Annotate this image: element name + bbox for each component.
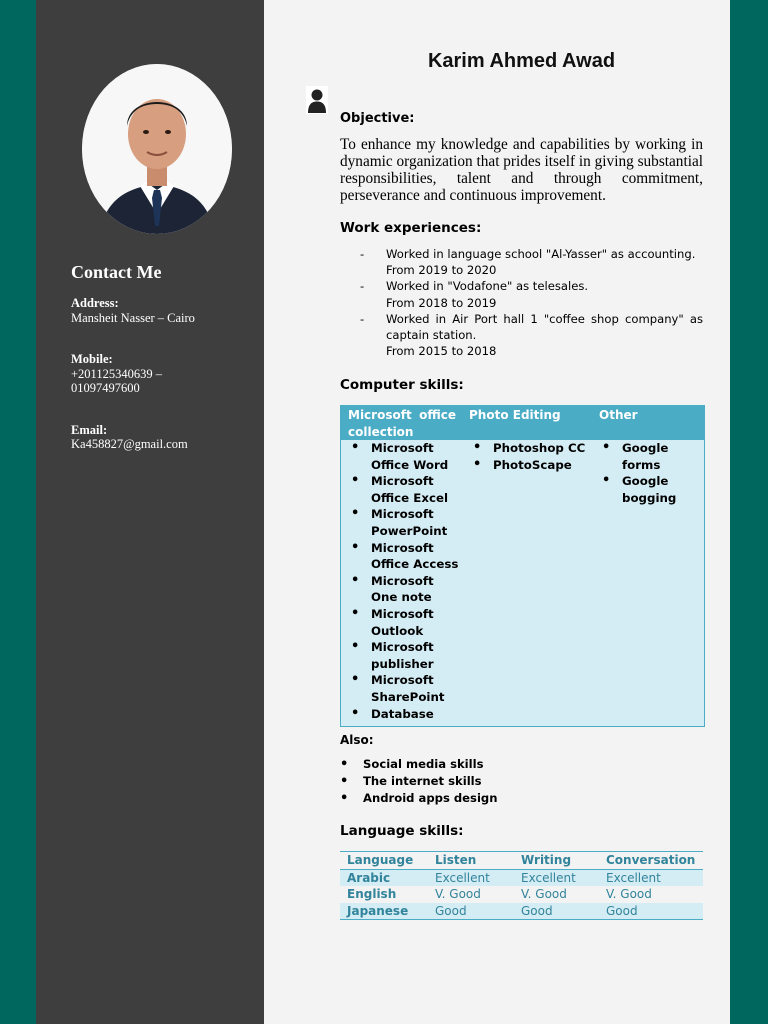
- table-row: [340, 903, 703, 920]
- language-cell: Language: [347, 853, 414, 867]
- skill-item: • Google forms: [598, 440, 688, 473]
- skill-item: • Microsoft publisher: [347, 639, 459, 672]
- language-cell: V. Good: [521, 887, 567, 902]
- mobile-value-1: +201125340639 –: [71, 367, 162, 381]
- also-heading: Also:: [340, 733, 374, 747]
- computer-skills-table: [340, 405, 705, 727]
- address-value: Mansheit Nasser – Cairo: [71, 311, 195, 325]
- also-item: • Android apps design: [340, 790, 497, 807]
- mobile-label: Mobile:: [71, 352, 113, 366]
- also-list: [340, 756, 497, 807]
- also-item: • Social media skills: [340, 756, 497, 773]
- sidebar: [36, 0, 264, 1024]
- language-cell: Good: [521, 903, 553, 918]
- computer-skills-heading: Computer skills:: [340, 377, 464, 393]
- work-item: - Worked in "Vodafone" as telesales. From 2018 to 2019: [360, 279, 589, 310]
- mobile-value-2: 01097497600: [71, 381, 140, 395]
- skill-item: • Microsoft SharePoint: [347, 672, 459, 705]
- person-name: Karim Ahmed Awad: [427, 50, 616, 72]
- language-cell: Conversation: [606, 853, 696, 867]
- language-table: [340, 851, 703, 920]
- language-cell: Writing: [521, 853, 572, 867]
- language-cell: English: [347, 887, 397, 902]
- language-cell: Japanese: [347, 903, 409, 918]
- work-item: - Worked in Air Port hall 1 "coffee shop company" as captain station. From 2015 to 2018: [360, 311, 703, 359]
- language-heading: Language skills:: [340, 823, 464, 839]
- language-cell: V. Good: [606, 887, 652, 902]
- skill-item: • Microsoft Office Access: [347, 540, 459, 573]
- skills-header-photo: Photo Editing: [469, 408, 561, 422]
- portrait-image: [82, 64, 232, 234]
- language-cell: V. Good: [435, 887, 481, 902]
- skill-item: • Photoshop CC: [469, 440, 594, 457]
- contact-title: Contact Me: [71, 262, 162, 282]
- language-cell: Arabic: [347, 871, 391, 885]
- skill-item: • Microsoft One note: [347, 573, 459, 606]
- skills-table-header: [341, 406, 704, 440]
- work-item: - Worked in language school "Al-Yasser" as accounting. From 2019 to 2020: [360, 247, 696, 278]
- skill-item: • Microsoft Office Excel: [347, 473, 459, 506]
- email-value: Ka458827@gmail.com: [71, 437, 188, 451]
- table-row: [340, 870, 703, 886]
- work-list: [360, 246, 703, 359]
- language-cell: Good: [435, 903, 467, 918]
- skills-col-microsoft: [347, 440, 459, 722]
- skill-item: • Microsoft Office Word: [347, 440, 459, 473]
- profile-photo: [82, 64, 232, 234]
- skill-item: • Microsoft Outlook: [347, 606, 459, 639]
- right-teal-band: [730, 0, 768, 1024]
- language-cell: Excellent: [606, 871, 661, 885]
- skill-item: • PhotoScape: [469, 457, 594, 474]
- email-label: Email:: [71, 423, 108, 437]
- language-cell: Excellent: [521, 871, 576, 885]
- work-heading: Work experiences:: [340, 220, 482, 236]
- main-content: [264, 0, 730, 1024]
- left-teal-band: [0, 0, 36, 1024]
- address-label: Address:: [71, 296, 119, 310]
- language-cell: Good: [606, 903, 638, 918]
- also-item: • The internet skills: [340, 773, 497, 790]
- person-icon: [306, 86, 328, 114]
- skill-item: • Google bogging: [598, 473, 688, 506]
- skill-item: • Microsoft PowerPoint: [347, 506, 459, 539]
- table-row: [340, 886, 703, 902]
- skills-col-other: [598, 440, 688, 506]
- language-table-header: [340, 851, 703, 870]
- skills-header-microsoft: Microsoft office collection: [348, 408, 456, 439]
- language-cell: Listen: [435, 853, 477, 867]
- language-cell: Excellent: [435, 871, 490, 885]
- objective-heading: Objective:: [340, 111, 415, 126]
- skill-item: • Database: [347, 706, 459, 723]
- objective-text: To enhance my knowledge and capabilities by working in dynamic organization that prides itself in giving substantial responsibilities, talent and through commitment, perseverance and continuous improvement.: [340, 136, 703, 204]
- skills-header-other: Other: [599, 408, 638, 422]
- skills-col-photo: [469, 440, 594, 473]
